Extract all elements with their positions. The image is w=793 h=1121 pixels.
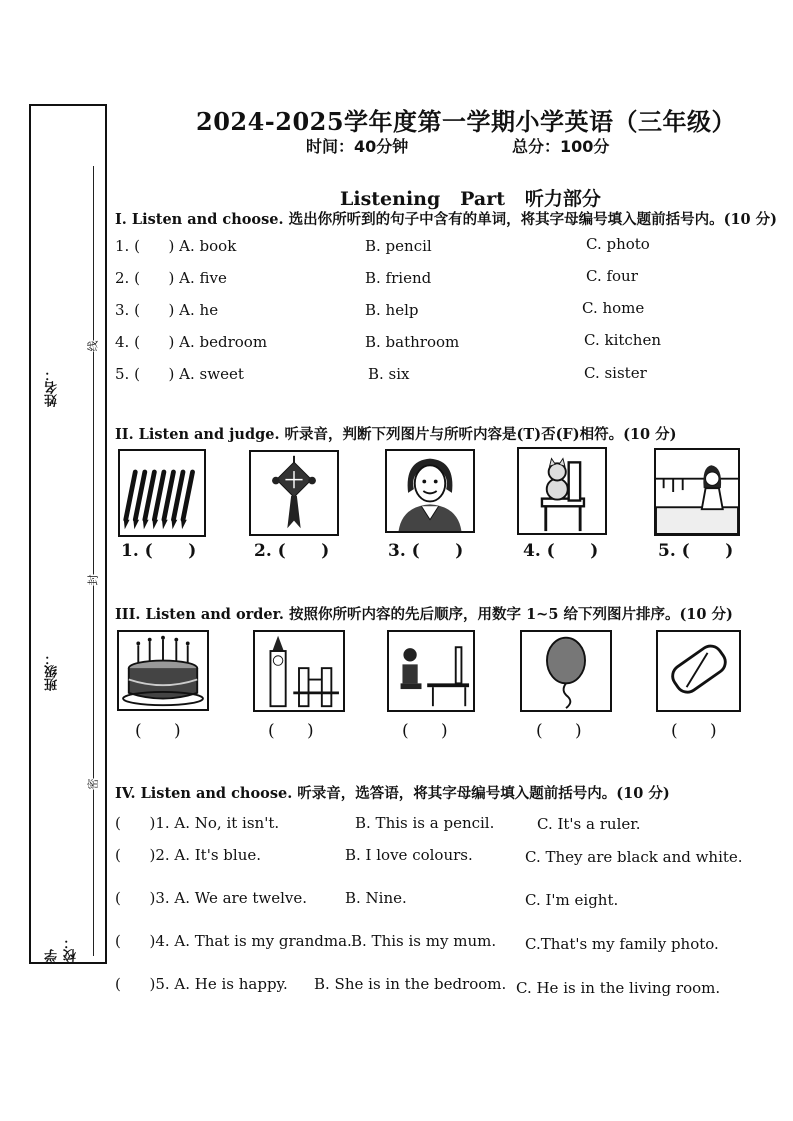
seal-char-1: 线 — [86, 340, 100, 352]
computer-desk-icon — [389, 632, 473, 710]
picture-london-landmarks — [253, 630, 345, 712]
seal-line — [93, 166, 94, 956]
section4-item-1-b: B. This is a pencil. — [355, 814, 495, 832]
section1-item-3-stem: 3. ( ) A. he — [115, 301, 219, 319]
section1-item-4-b: B. bathroom — [365, 333, 460, 351]
section4-item-2-stem: ( )2. A. It's blue. — [115, 846, 262, 864]
picture-kitchen-girl — [654, 448, 740, 536]
binding-sidebar — [29, 104, 107, 964]
eraser-icon — [658, 632, 739, 710]
section4-item-5-c: C. He is in the living room. — [516, 979, 721, 997]
part-title: Listening Part 听力部分 — [340, 188, 601, 210]
total-score: 总分：100分 — [512, 137, 610, 156]
section4-item-1-c: C. It's a ruler. — [537, 815, 641, 833]
picture-chinese-knot — [249, 450, 339, 536]
section1-item-5-b: B. six — [368, 365, 410, 383]
section4-item-5-stem: ( )5. A. He is happy. — [115, 975, 288, 993]
seal-char-2: 封 — [86, 574, 100, 586]
section1-heading: I. Listen and choose. 选出你所听到的句子中含有的单词，将其字母编号填入题前括号内。(10 分) — [115, 211, 778, 228]
section1-item-2-stem: 2. ( ) A. five — [115, 269, 227, 287]
picture-pencils — [118, 449, 206, 537]
section4-item-1-stem: ( )1. A. No, it isn't. — [115, 814, 280, 832]
london-landmarks-icon — [255, 632, 343, 710]
balloon-icon — [522, 632, 610, 710]
section1-item-5-c: C. sister — [584, 364, 647, 382]
woman-icon — [387, 451, 473, 531]
section4-item-2-b: B. I love colours. — [345, 846, 473, 864]
section4-item-2-c: C. They are black and white. — [525, 848, 743, 866]
school-label: 学校： — [45, 936, 79, 962]
section4-item-4-b: B. This is my mum. — [351, 932, 497, 950]
class-label: 班级： — [45, 652, 60, 691]
section1-item-1-b: B. pencil — [365, 237, 432, 255]
section4-heading: IV. Listen and choose. 听录音，选答语，将其字母编号填入题前括号内。(10 分) — [115, 785, 670, 802]
section4-item-3-b: B. Nine. — [345, 889, 407, 907]
picture-balloon — [520, 630, 612, 712]
section3-heading: III. Listen and order. 按照你所听内容的先后顺序，用数字 1~5 给下列图片排序。(10 分) — [115, 606, 733, 623]
section4-item-5-b: B. She is in the bedroom. — [314, 975, 507, 993]
section1-item-4-c: C. kitchen — [584, 331, 661, 349]
order-label-4: ( ) — [536, 721, 582, 741]
seal-char-3: 密 — [86, 778, 100, 790]
judge-label-3: 3. ( ) — [388, 541, 464, 561]
order-label-2: ( ) — [268, 721, 314, 741]
section1-item-5-stem: 5. ( ) A. sweet — [115, 365, 244, 383]
section1-item-1-c: C. photo — [586, 235, 650, 253]
birthday-cake-icon — [119, 632, 207, 709]
section1-item-3-b: B. help — [365, 301, 419, 319]
order-label-5: ( ) — [671, 721, 717, 741]
section1-item-2-c: C. four — [586, 267, 638, 285]
section4-item-4-stem: ( )4. A. That is my grandma. — [115, 932, 352, 950]
section1-item-2-b: B. friend — [365, 269, 432, 287]
order-label-3: ( ) — [402, 721, 448, 741]
judge-label-1: 1. ( ) — [121, 541, 197, 561]
picture-birthday-cake — [117, 630, 209, 711]
section4-item-4-c: C.That's my family photo. — [525, 935, 719, 953]
page-title: 2024-2025学年度第一学期小学英语（三年级） — [196, 107, 737, 136]
section2-heading: II. Listen and judge. 听录音，判断下列图片与所听内容是(T)否(F)相符。(10 分) — [115, 426, 677, 443]
kitchen-girl-icon — [656, 450, 738, 534]
chinese-knot-icon — [251, 452, 337, 534]
section1-item-4-stem: 4. ( ) A. bedroom — [115, 333, 268, 351]
name-label: 姓名： — [45, 368, 60, 407]
time-limit: 时间：40分钟 — [306, 137, 409, 156]
cat-on-chair-icon — [519, 449, 605, 533]
judge-label-2: 2. ( ) — [254, 541, 330, 561]
section4-item-3-stem: ( )3. A. We are twelve. — [115, 889, 308, 907]
section1-item-3-c: C. home — [582, 299, 645, 317]
picture-eraser — [656, 630, 741, 712]
picture-computer-desk — [387, 630, 475, 712]
order-label-1: ( ) — [135, 721, 181, 741]
judge-label-5: 5. ( ) — [658, 541, 734, 561]
section4-item-3-c: C. I'm eight. — [525, 891, 619, 909]
picture-cat-chair — [517, 447, 607, 535]
section1-item-1-stem: 1. ( ) A. book — [115, 237, 237, 255]
pencils-icon — [120, 451, 204, 535]
judge-label-4: 4. ( ) — [523, 541, 599, 561]
picture-woman — [385, 449, 475, 533]
